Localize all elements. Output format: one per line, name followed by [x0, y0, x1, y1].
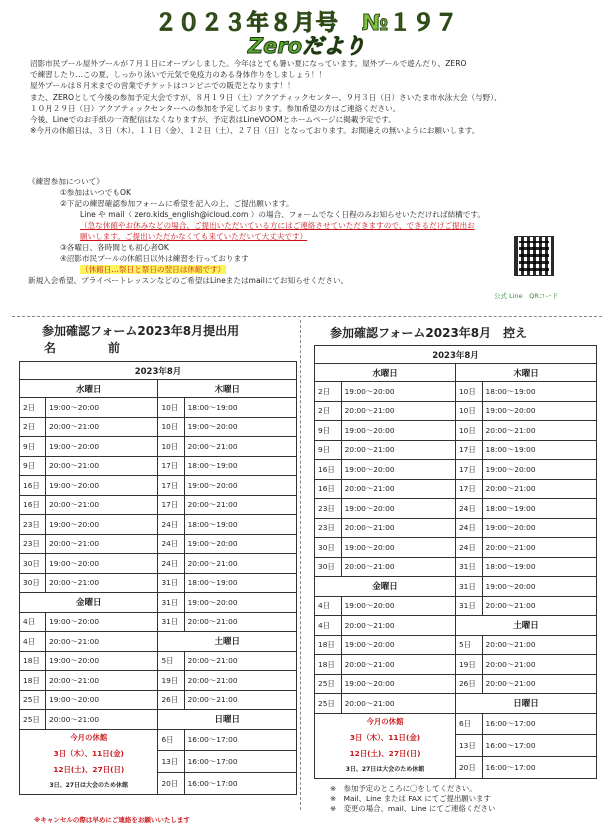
- day-cell: 13日: [455, 735, 482, 757]
- table-row: [315, 346, 597, 364]
- table-row: [20, 729, 297, 751]
- time-slot-cell: 20:00～21:00: [184, 671, 296, 691]
- time-slot-cell: 20:00～21:00: [341, 655, 455, 675]
- day-cell: 5日: [158, 651, 184, 671]
- time-slot-cell: 20:00～21:00: [341, 401, 455, 421]
- time-slot-cell: 20:00～21:00: [46, 456, 158, 476]
- time-slot-cell: 19:00～20:00: [482, 577, 596, 597]
- time-slot-cell: 20:00～21:00: [341, 479, 455, 499]
- time-slot-cell: 20:00～21:00: [482, 596, 596, 616]
- day-cell: 16日: [20, 476, 46, 496]
- time-slot-cell: 20:00～21:00: [341, 694, 455, 714]
- day-cell: 17日: [455, 479, 482, 499]
- table-row: [20, 456, 297, 476]
- day-cell: 26日: [158, 690, 184, 710]
- day-cell: 13日: [158, 751, 184, 773]
- time-slot-cell: 19:00～20:00: [184, 417, 296, 437]
- time-slot-cell: 20:00～21:00: [46, 495, 158, 515]
- intro-line: 屋外プールは８月末までの営業でチケットはコンビニでの販売となります！！: [30, 81, 295, 91]
- time-slot-cell: 20:00～21:00: [46, 417, 158, 437]
- table-row: [315, 401, 597, 421]
- time-slot-cell: 20:00～21:00: [482, 674, 596, 694]
- day-cell: 18日: [20, 651, 46, 671]
- day-cell: 30日: [20, 554, 46, 574]
- left-schedule-table: [19, 361, 297, 795]
- left-form-title: 参加確認フォーム2023年8月提出用: [42, 324, 240, 338]
- table-row: [20, 534, 297, 554]
- table-row: [20, 573, 297, 593]
- time-slot-cell: 20:00～21:00: [482, 655, 596, 675]
- day-cell: 18日: [20, 671, 46, 691]
- table-row: [315, 655, 597, 675]
- day-cell: 10日: [455, 421, 482, 441]
- holiday-dates-2: 12日(土)、27日(日): [349, 748, 421, 758]
- day-cell: 16日: [315, 479, 342, 499]
- cancel-note: ※キャンセルの際は早めにご連絡をお願いいたします: [34, 816, 190, 824]
- day-cell: 17日: [455, 460, 482, 480]
- note-line: ※ Mail、Line または FAX にてご提出願います: [330, 794, 491, 803]
- day-cell: 25日: [315, 694, 342, 714]
- day-cell: 23日: [315, 499, 342, 519]
- table-row: [315, 713, 597, 735]
- newsletter-subtitle: Zeroだより: [247, 34, 366, 58]
- day-cell: 9日: [20, 456, 46, 476]
- table-row: [315, 635, 597, 655]
- day-cell: 24日: [158, 534, 184, 554]
- table-row: [20, 651, 297, 671]
- day-cell: 31日: [158, 593, 184, 613]
- practice-item-2: ②下記の練習確認参加フォームに希望を記入の上、ご提出願います。: [60, 199, 294, 208]
- wednesday-header: 水曜日: [315, 364, 456, 382]
- table-row: [20, 380, 297, 398]
- day-cell: 24日: [158, 515, 184, 535]
- table-row: [20, 417, 297, 437]
- day-cell: 25日: [20, 710, 46, 730]
- time-slot-cell: 20:00～21:00: [184, 612, 296, 632]
- friday-header: 金曜日: [20, 593, 158, 613]
- day-cell: 4日: [20, 632, 46, 652]
- table-row: [20, 690, 297, 710]
- saturday-header: 土曜日: [455, 616, 596, 636]
- table-row: [315, 616, 597, 636]
- day-cell: 18日: [315, 655, 342, 675]
- time-slot-cell: 19:00～20:00: [46, 437, 158, 457]
- time-slot-cell: 19:00～20:00: [482, 401, 596, 421]
- day-cell: 2日: [20, 398, 46, 418]
- time-slot-cell: 18:00～19:00: [184, 573, 296, 593]
- day-cell: 4日: [315, 596, 342, 616]
- holiday-title: 今月の休館: [366, 716, 404, 726]
- intro-line: １０月２９日（日）アクアティックセンターへの参加を予定しております。参加希望の方はご連絡ください。: [30, 103, 401, 113]
- time-slot-cell: 20:00～21:00: [482, 635, 596, 655]
- time-slot-cell: 20:00～21:00: [482, 479, 596, 499]
- intro-line: 沼影市民プール屋外プールが７月１日にオープンしました。今年はとても暑い夏になっています。屋外プールで遊んだり、ZERO: [30, 59, 467, 68]
- time-slot-cell: 16:00～17:00: [482, 713, 596, 735]
- day-cell: 17日: [158, 456, 184, 476]
- newsletter-title: ２０２３年８月号 №１９７: [154, 11, 459, 36]
- time-slot-cell: 20:00～21:00: [341, 518, 455, 538]
- table-row: [315, 364, 597, 382]
- day-cell: 17日: [455, 440, 482, 460]
- day-cell: 31日: [455, 577, 482, 597]
- table-row: [20, 632, 297, 652]
- time-slot-cell: 20:00～21:00: [184, 437, 296, 457]
- day-cell: 24日: [158, 554, 184, 574]
- day-cell: 31日: [158, 573, 184, 593]
- intro-line: ※今月の休館日は、３日（木）、１１日（金）、１２日（土）、２７日（日）となっております。お間違えの無いようにお願いします。: [30, 126, 480, 136]
- holiday-note: 3日、27日は大会のため休館: [49, 781, 128, 789]
- note-line: ※ 変更の場合、mail、Line にてご連絡ください: [330, 804, 496, 813]
- day-cell: 23日: [20, 534, 46, 554]
- time-slot-cell: 19:00～20:00: [482, 460, 596, 480]
- table-row: [20, 398, 297, 418]
- time-slot-cell: 16:00～17:00: [184, 729, 296, 751]
- table-row: [20, 554, 297, 574]
- day-cell: 31日: [455, 596, 482, 616]
- table-row: [20, 710, 297, 730]
- time-slot-cell: 20:00～21:00: [341, 440, 455, 460]
- table-row: [315, 518, 597, 538]
- sunday-header: 日曜日: [158, 710, 297, 730]
- time-slot-cell: 16:00～17:00: [184, 751, 296, 773]
- right-schedule-table: [314, 345, 597, 779]
- time-slot-cell: 20:00～21:00: [184, 651, 296, 671]
- table-row: [315, 577, 597, 597]
- day-cell: 2日: [315, 382, 342, 402]
- time-slot-cell: 18:00～19:00: [482, 499, 596, 519]
- holiday-note: 3日、27日は大会のため休館: [345, 765, 425, 773]
- day-cell: 4日: [20, 612, 46, 632]
- time-slot-cell: 20:00～21:00: [46, 573, 158, 593]
- time-slot-cell: 19:00～20:00: [46, 398, 158, 418]
- day-cell: 5日: [455, 635, 482, 655]
- day-cell: 26日: [455, 674, 482, 694]
- holiday-box: [315, 713, 456, 778]
- month-header: 2023年8月: [20, 362, 297, 380]
- holiday-box: [20, 729, 158, 794]
- practice-contact-line: Line や mail（ zero.kids_english@icloud.com ）の場合、フォームでなく日程のみお知らせいただければ結構です。: [80, 210, 485, 219]
- holiday-dates-1: 3日（木）、11日(金): [53, 748, 124, 758]
- table-row: [315, 596, 597, 616]
- time-slot-cell: 19:00～20:00: [184, 476, 296, 496]
- time-slot-cell: 20:00～21:00: [482, 538, 596, 558]
- table-row: [315, 421, 597, 441]
- day-cell: 19日: [158, 671, 184, 691]
- time-slot-cell: 18:00～19:00: [482, 382, 596, 402]
- time-slot-cell: 18:00～19:00: [184, 398, 296, 418]
- time-slot-cell: 16:00～17:00: [184, 772, 296, 794]
- time-slot-cell: 18:00～19:00: [482, 557, 596, 577]
- trial-note: 新規入会希望、プライベートレッスンなどのご希望はLineまたはmailにてお知らせください。: [28, 276, 349, 285]
- thursday-header: 木曜日: [158, 380, 297, 398]
- time-slot-cell: 19:00～20:00: [341, 460, 455, 480]
- day-cell: 19日: [455, 655, 482, 675]
- table-row: [20, 437, 297, 457]
- day-cell: 24日: [455, 499, 482, 519]
- time-slot-cell: 19:00～20:00: [184, 534, 296, 554]
- day-cell: 31日: [158, 612, 184, 632]
- day-cell: 30日: [20, 573, 46, 593]
- sunday-header: 日曜日: [455, 694, 596, 714]
- day-cell: 16日: [315, 460, 342, 480]
- time-slot-cell: 19:00～20:00: [46, 554, 158, 574]
- table-row: [315, 460, 597, 480]
- time-slot-cell: 20:00～21:00: [46, 534, 158, 554]
- time-slot-cell: 19:00～20:00: [341, 421, 455, 441]
- day-cell: 23日: [315, 518, 342, 538]
- time-slot-cell: 18:00～19:00: [482, 440, 596, 460]
- practice-heading: 《練習参加について》: [28, 177, 104, 186]
- day-cell: 10日: [455, 401, 482, 421]
- time-slot-cell: 20:00～21:00: [46, 710, 158, 730]
- name-label: 名 前: [44, 341, 141, 355]
- time-slot-cell: 20:00～21:00: [341, 557, 455, 577]
- section-divider: [12, 316, 602, 317]
- day-cell: 10日: [158, 417, 184, 437]
- day-cell: 9日: [315, 421, 342, 441]
- time-slot-cell: 20:00～21:00: [46, 632, 158, 652]
- practice-red-note-1: （急な休館やお休みなどの場合、ご提出いただいている方にはご連絡させていただきますので、できるだけご提出お: [80, 221, 475, 230]
- practice-item-4: ④沼影市民プールの休館日以外は練習を行っております: [60, 254, 249, 263]
- practice-red-note-2: 願いします。ご提出いただかなくても来ていただいて大丈夫です）: [80, 232, 308, 241]
- time-slot-cell: 20:00～21:00: [46, 671, 158, 691]
- day-cell: 10日: [455, 382, 482, 402]
- month-header: 2023年8月: [315, 346, 597, 364]
- time-slot-cell: 19:00～20:00: [46, 476, 158, 496]
- holiday-dates-1: 3日（木）、11日(金): [349, 732, 421, 742]
- time-slot-cell: 16:00～17:00: [482, 735, 596, 757]
- time-slot-cell: 20:00～21:00: [482, 421, 596, 441]
- table-row: [315, 440, 597, 460]
- time-slot-cell: 19:00～20:00: [46, 690, 158, 710]
- right-form-title: 参加確認フォーム2023年8月 控え: [330, 326, 528, 340]
- time-slot-cell: 20:00～21:00: [184, 495, 296, 515]
- day-cell: 30日: [315, 557, 342, 577]
- holiday-title: 今月の休館: [70, 732, 108, 742]
- qr-label: 公式 Line QRコード: [494, 292, 559, 300]
- time-slot-cell: 19:00～20:00: [482, 518, 596, 538]
- table-row: [20, 362, 297, 380]
- practice-item-3: ③各曜日、各時間とも初心者OK: [60, 243, 169, 252]
- holiday-dates-2: 12日(土)、27日(日): [53, 764, 125, 774]
- day-cell: 2日: [315, 401, 342, 421]
- time-slot-cell: 19:00～20:00: [341, 596, 455, 616]
- table-row: [315, 499, 597, 519]
- intro-line: 今後、Lineでのお手紙の一斉配信はなくなりますが、予定表はLineVOOMとホームページに掲載予定です。: [30, 114, 396, 124]
- table-row: [315, 694, 597, 714]
- time-slot-cell: 19:00～20:00: [341, 635, 455, 655]
- table-row: [20, 593, 297, 613]
- practice-item-1: ①参加はいつでもOK: [60, 188, 131, 197]
- time-slot-cell: 18:00～19:00: [184, 456, 296, 476]
- day-cell: 9日: [315, 440, 342, 460]
- time-slot-cell: 19:00～20:00: [46, 651, 158, 671]
- note-line: ※ 参加予定のところに〇をしてください。: [330, 784, 477, 793]
- day-cell: 31日: [455, 557, 482, 577]
- cut-line: [300, 320, 301, 810]
- table-row: [20, 515, 297, 535]
- submission-notes: [330, 784, 495, 814]
- table-row: [315, 538, 597, 558]
- intro-line: また、ZEROとして今後の参加予定大会ですが、８月１９日（土）アクアティックセンター、９月３日（日）さいたま市水泳大会（与野）、: [30, 92, 502, 102]
- day-cell: 20日: [158, 772, 184, 794]
- time-slot-cell: 19:00～20:00: [341, 499, 455, 519]
- table-row: [20, 495, 297, 515]
- thursday-header: 木曜日: [455, 364, 596, 382]
- time-slot-cell: 19:00～20:00: [341, 538, 455, 558]
- table-row: [20, 612, 297, 632]
- time-slot-cell: 19:00～20:00: [341, 382, 455, 402]
- friday-header: 金曜日: [315, 577, 456, 597]
- table-row: [315, 479, 597, 499]
- day-cell: 20日: [455, 756, 482, 778]
- time-slot-cell: 19:00～20:00: [46, 515, 158, 535]
- qr-code-icon: [514, 236, 554, 276]
- day-cell: 10日: [158, 437, 184, 457]
- wednesday-header: 水曜日: [20, 380, 158, 398]
- day-cell: 6日: [158, 729, 184, 751]
- day-cell: 17日: [158, 476, 184, 496]
- day-cell: 18日: [315, 635, 342, 655]
- day-cell: 23日: [20, 515, 46, 535]
- day-cell: 24日: [455, 518, 482, 538]
- table-row: [315, 674, 597, 694]
- day-cell: 10日: [158, 398, 184, 418]
- table-row: [315, 382, 597, 402]
- day-cell: 16日: [20, 495, 46, 515]
- time-slot-cell: 20:00～21:00: [184, 554, 296, 574]
- time-slot-cell: 16:00～17:00: [482, 756, 596, 778]
- holiday-highlight: （休館日…祭日と祭日の翌日は休館です）: [81, 265, 226, 274]
- day-cell: 6日: [455, 713, 482, 735]
- time-slot-cell: 20:00～21:00: [184, 690, 296, 710]
- day-cell: 24日: [455, 538, 482, 558]
- day-cell: 4日: [315, 616, 342, 636]
- day-cell: 30日: [315, 538, 342, 558]
- time-slot-cell: 19:00～20:00: [46, 612, 158, 632]
- time-slot-cell: 19:00～20:00: [184, 593, 296, 613]
- table-row: [315, 557, 597, 577]
- time-slot-cell: 20:00～21:00: [341, 616, 455, 636]
- day-cell: 25日: [20, 690, 46, 710]
- time-slot-cell: 19:00～20:00: [341, 674, 455, 694]
- practice-section: [28, 176, 588, 286]
- day-cell: 2日: [20, 417, 46, 437]
- time-slot-cell: 18:00～19:00: [184, 515, 296, 535]
- day-cell: 17日: [158, 495, 184, 515]
- intro-text: [30, 58, 600, 136]
- saturday-header: 土曜日: [158, 632, 297, 652]
- intro-line: で練習したり…この夏、しっかり泳いで元気で免疫力のある身体作りをしましょう！！: [30, 70, 327, 80]
- table-row: [20, 476, 297, 496]
- table-row: [20, 671, 297, 691]
- day-cell: 9日: [20, 437, 46, 457]
- day-cell: 25日: [315, 674, 342, 694]
